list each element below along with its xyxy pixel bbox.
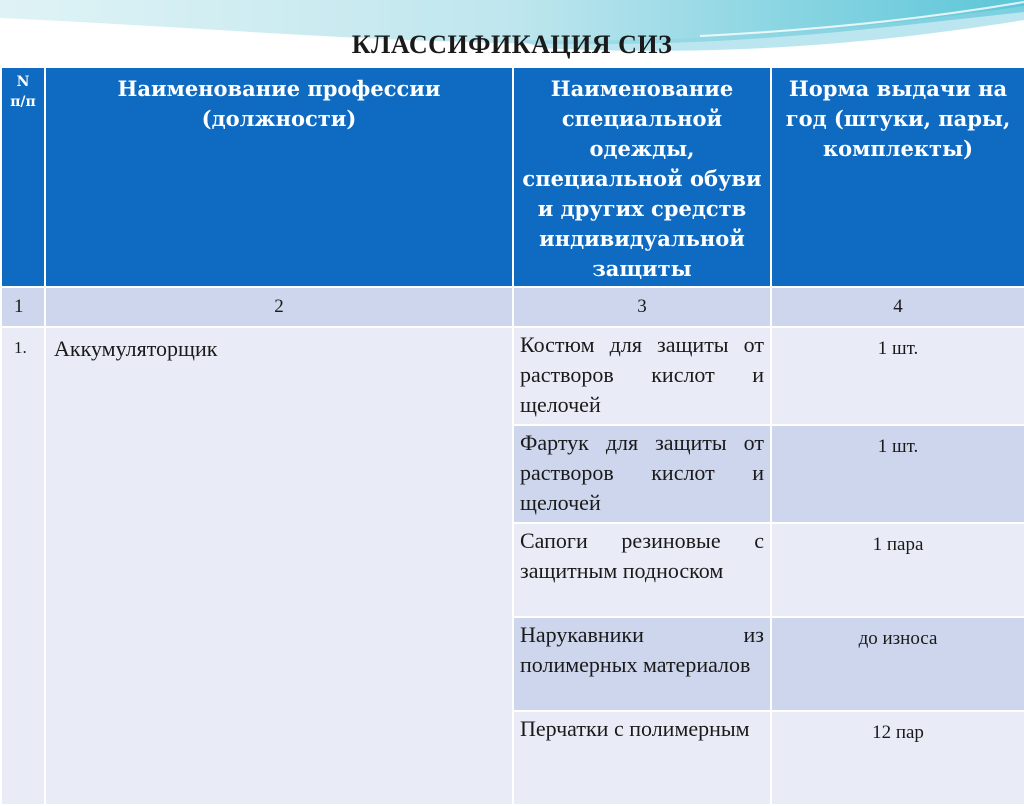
ppe-item-norm: до износа: [771, 617, 1024, 711]
ppe-item-norm: 1 шт.: [771, 327, 1024, 425]
column-number: 3: [513, 287, 771, 327]
header-profession: Наименование профессии (должности): [45, 67, 513, 287]
ppe-item-name: Фартук для защиты от растворов кислот и щелочей: [513, 425, 771, 523]
header-number: N п/п: [1, 67, 45, 287]
column-number: 2: [45, 287, 513, 327]
header-row: [1, 67, 1024, 287]
profession-name: Аккумуляторщик: [45, 327, 513, 805]
column-number: 1: [1, 287, 45, 327]
ppe-item-name: Перчатки с полимерным: [513, 711, 771, 805]
page-title: КЛАССИФИКАЦИЯ СИЗ: [351, 30, 673, 59]
column-number: 4: [771, 287, 1024, 327]
ppe-item-norm: 1 пара: [771, 523, 1024, 617]
ppe-classification-table: [0, 66, 1024, 806]
header-ppe-name: Наименование специальной одежды, специальной обуви и других средств индивидуальной защиты: [513, 67, 771, 287]
ppe-item-norm: 12 пар: [771, 711, 1024, 805]
column-number-row: [1, 287, 1024, 327]
row-index: 1.: [1, 327, 45, 805]
ppe-item-norm: 1 шт.: [771, 425, 1024, 523]
ppe-item-name: Костюм для защиты от растворов кислот и щелочей: [513, 327, 771, 425]
ppe-item-name: Нарукавники из полимерных материалов: [513, 617, 771, 711]
ppe-item-name: Сапоги резиновые с защитным подноском: [513, 523, 771, 617]
header-norm: Норма выдачи на год (штуки, пары, комплекты): [771, 67, 1024, 287]
table-row: [1, 327, 1024, 425]
